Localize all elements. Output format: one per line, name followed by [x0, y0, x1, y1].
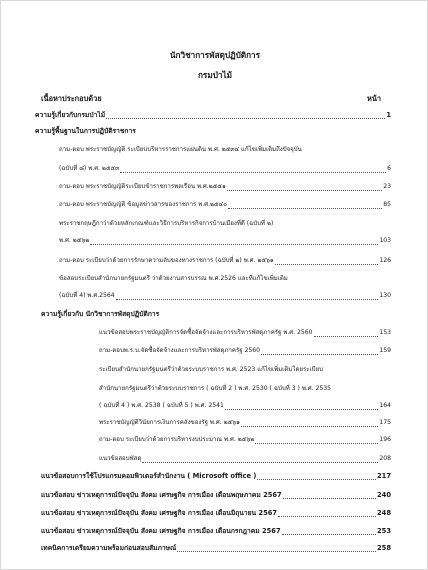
dot-leader — [116, 298, 379, 300]
toc-row — [1, 181, 428, 193]
dot-leader — [282, 533, 376, 535]
toc-row — [1, 290, 428, 302]
toc-page-number: 159 — [379, 347, 391, 354]
toc-page-number: 23 — [383, 183, 391, 190]
toc-row — [1, 308, 428, 320]
toc-entry-text: แนวข้อสอบการใช้โปรแกรมคอมพิวเตอร์สำนักงาน ( Microsoft office ) — [41, 472, 257, 480]
dot-leader — [255, 442, 378, 444]
toc-row — [1, 327, 428, 339]
toc-row — [1, 525, 428, 537]
toc-page-number: 164 — [379, 402, 391, 409]
toc-page-number: 196 — [379, 436, 391, 443]
toc-page-number: 240 — [377, 491, 391, 499]
dot-leader — [314, 335, 379, 337]
toc-entry-text: ถาม-ตอบพ.ร.บ.จัดซื้อจัดจ้างและการบริหารพัสดุภาครัฐ 2560 — [99, 347, 261, 354]
document-subtitle: กรมป่าไม้ — [197, 70, 233, 80]
toc-entry-text: (ฉบับที่ 4) พ.ศ.2564 — [59, 292, 115, 299]
toc-entry-text: ความรู้พื้นฐานในการปฏิบัติราชการ — [35, 127, 136, 135]
toc-row — [1, 434, 428, 446]
toc-row — [1, 144, 428, 156]
toc-entry-text: ถาม-ตอบ ระเบียบว่าด้วยการรักษาความลับของทางราชการ (ฉบับที่ ๒) พ.ศ. ๒๕๖๑ — [59, 257, 274, 264]
toc-page-number: 6 — [387, 165, 391, 172]
dot-leader — [177, 550, 376, 552]
dot-leader — [120, 171, 386, 173]
toc-entry-text: แนวข้อสอบ ข่าวเหตุการณ์ปัจจุบัน สังคม เศรษฐกิจ การเมือง เดือนมิถุนายน 2567 — [41, 509, 278, 517]
toc-entry-text: ความรู้เกี่ยวกับ นักวิชาการพัสดุปฏิบัติการ — [41, 310, 160, 318]
toc-entry-text: ความรู้เกี่ยวกับกรมป่าไม้ — [35, 111, 106, 119]
toc-page-number: 253 — [377, 527, 391, 535]
toc-page-number: 130 — [379, 292, 391, 299]
toc-page-number: 258 — [377, 544, 391, 552]
toc-page-number: 217 — [377, 472, 391, 480]
toc-entry-text: ถาม-ตอบ พระราชบัญญัติ ระเบียบบริหารราชการแผ่นดิน พ.ศ. ๒๕๓๔ แก้ไขเพิ่มเติมถึงปัจจุบัน — [59, 146, 302, 153]
toc-entry-text: พระราชกฤษฎีกาว่าด้วยหลักเกณฑ์และวิธีการบริหารกิจการบ้านเมืองที่ดี (ฉบับที่ ๒) — [59, 220, 274, 227]
toc-page-number: 1 — [386, 111, 391, 119]
dot-leader — [241, 425, 378, 427]
toc-entry-text: (ฉบับที่ ๘) พ.ศ. ๒๕๕๓ — [59, 165, 120, 172]
dot-leader — [225, 408, 378, 410]
toc-row — [1, 109, 428, 121]
toc-entry-text: ข้อสอบระเบียบสำนักนายกรัฐมนตรี ว่าด้วยงานสารบรรณ พ.ศ.2526 และที่แก้ไขเพิ่มเติม — [59, 275, 288, 282]
toc-row — [1, 453, 428, 465]
toc-entry-text: ถาม-ตอบ พระราชบัญญัติ ข้อมูลข่าวสารของราชการ พ.ศ.๒๕๔๐ — [59, 201, 227, 208]
toc-row — [1, 507, 428, 519]
toc-page-number: 85 — [383, 201, 391, 208]
contents-heading: เนื้อหาประกอบด้วย — [41, 94, 102, 103]
toc-row — [1, 345, 428, 357]
toc-row — [1, 255, 428, 267]
document-title: นักวิชาการพัสดุปฏิบัติการ — [169, 50, 261, 60]
toc-entry-text: ถาม-ตอบ ระเบียบว่าด้วยการบริหารงบประมาณ พ.ศ. ๒๕๖๒ — [99, 436, 255, 443]
toc-page-number: 175 — [379, 419, 391, 426]
toc-entry-text: ถาม-ตอบ พระราชบัญญัติระเบียบข้าราชการพลเรือน พ.ศ.๒๕๕๑ — [59, 183, 226, 190]
dot-leader — [227, 189, 382, 191]
toc-row — [1, 218, 428, 230]
toc-row — [1, 542, 428, 554]
dot-leader — [257, 478, 376, 480]
toc-entry-text: ระเบียบสำนักนายกรัฐมนตรีว่าด้วยระบบราชการ พ.ศ. 2523 แก้ไขเพิ่มเติมโดยระเบียบ — [99, 366, 323, 373]
toc-page-number: 126 — [379, 257, 391, 264]
toc-entry-text: พระราชบัญญัติวินัยการเงินการคลังของรัฐ พ.ศ. ๒๕๖๑ — [99, 419, 240, 426]
dot-leader — [228, 207, 382, 209]
toc-entry-text: สำนักนายกรัฐมนตรีว่าด้วยระบบราชการ ( ฉบับที่ 2 ) พ.ศ. 2530 ( ฉบับที่ 3 ) พ.ศ. 2535 — [99, 385, 332, 392]
toc-entry-text: แนวข้อสอบ ข่าวเหตุการณ์ปัจจุบัน สังคม เศรษฐกิจ การเมือง เดือนพฤษภาคม 2567 — [41, 491, 282, 499]
dot-leader — [142, 461, 378, 463]
toc-row — [1, 163, 428, 175]
dot-leader — [283, 497, 376, 499]
toc-row — [1, 273, 428, 285]
toc-row — [1, 364, 428, 376]
toc-page-number: 248 — [377, 509, 391, 517]
toc-page-number: 208 — [379, 455, 391, 462]
toc-page-number: 153 — [379, 329, 391, 336]
toc-row — [1, 489, 428, 501]
dot-leader — [90, 243, 378, 245]
toc-row — [1, 235, 428, 247]
toc-page-number: 103 — [379, 237, 391, 244]
page-column-heading: หน้า — [367, 94, 382, 103]
toc-row — [1, 383, 428, 395]
toc-entry-text: พ.ศ. ๒๕๖๒ — [59, 237, 90, 244]
toc-entry-text: เทคนิคการเตรียมความพร้อมก่อนสอบสัมภาษณ์ — [41, 544, 177, 552]
toc-entry-text: แนวข้อสอบ ข่าวเหตุการณ์ปัจจุบัน สังคม เศรษฐกิจ การเมือง เดือนกรกฎาคม 2567 — [41, 527, 281, 535]
toc-row — [1, 400, 428, 412]
toc-row — [1, 199, 428, 211]
toc-row — [1, 417, 428, 429]
toc-entry-text: แนวข้อสอบพัสดุ — [99, 455, 142, 462]
dot-leader — [275, 263, 379, 265]
toc-row — [1, 470, 428, 482]
dot-leader — [261, 353, 378, 355]
dot-leader — [278, 515, 376, 517]
dot-leader — [106, 117, 385, 119]
toc-row — [1, 125, 428, 137]
toc-entry-text: แนวข้อสอบพระราชบัญญัติการจัดซื้อจัดจ้างและการบริหารพัสดุภาครัฐ พ.ศ. 2560 — [99, 329, 313, 336]
toc-entry-text: ( ฉบับที่ 4 ) พ.ศ. 2538 ( ฉบับที่ 5 ) พ.ศ. 2541 — [99, 402, 224, 409]
